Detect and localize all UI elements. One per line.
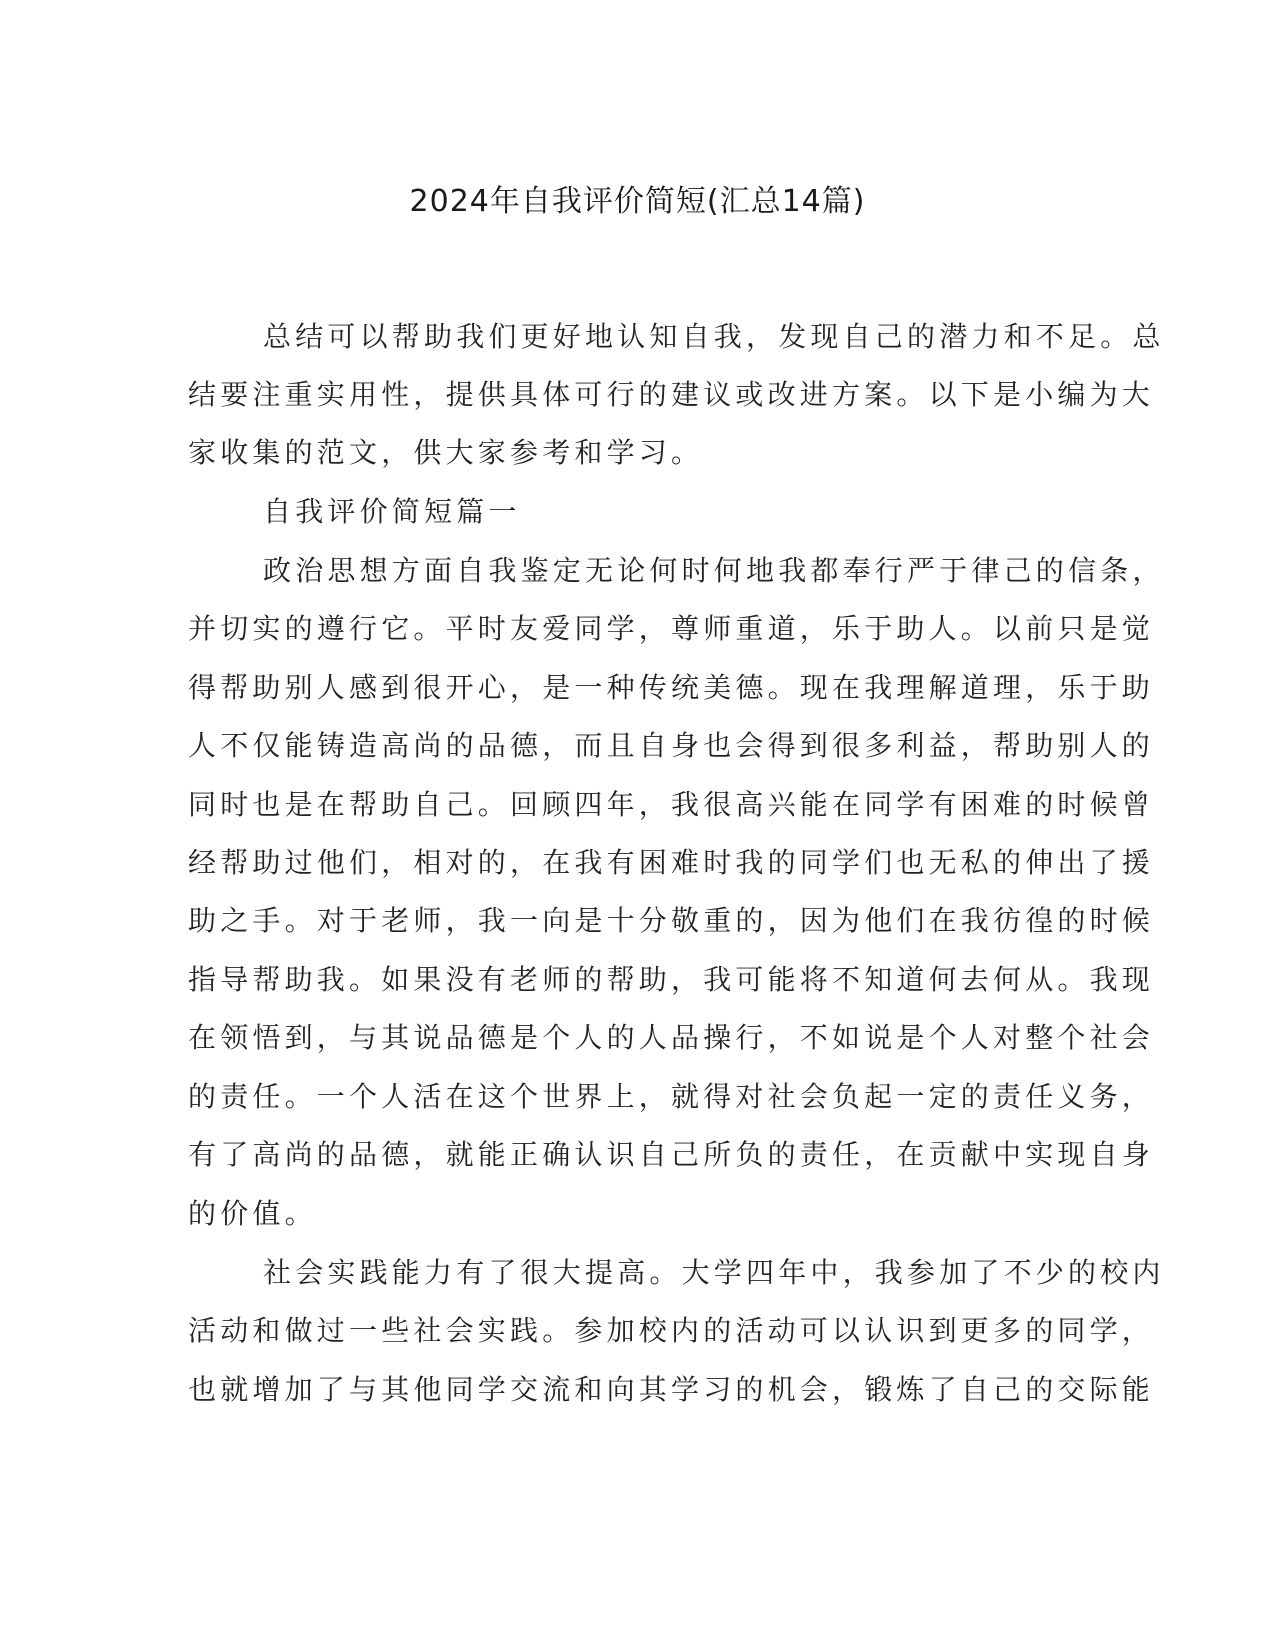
- paragraph-line: 人不仅能铸造高尚的品德，而且自身也会得到很多利益，帮助别人的: [188, 729, 1155, 762]
- paragraph-line: 的责任。一个人活在这个世界上，就得对社会负起一定的责任义务，: [188, 1080, 1155, 1113]
- paragraph-line: 助之手。对于老师，我一向是十分敬重的，因为他们在我彷徨的时候: [188, 904, 1155, 937]
- section-heading: 自我评价简短篇一: [263, 495, 521, 528]
- paragraph-line: 在领悟到，与其说品德是个人的人品操行，不如说是个人对整个社会: [188, 1021, 1155, 1054]
- paragraph-line: 活动和做过一些社会实践。参加校内的活动可以认识到更多的同学，: [188, 1314, 1155, 1347]
- paragraph-line: 指导帮助我。如果没有老师的帮助，我可能将不知道何去何从。我现: [188, 963, 1155, 996]
- paragraph-line: 有了高尚的品德，就能正确认识自己所负的责任，在贡献中实现自身: [188, 1138, 1155, 1171]
- paragraph-line: 社会实践能力有了很大提高。大学四年中，我参加了不少的校内: [263, 1256, 1165, 1289]
- paragraph-line: 得帮助别人感到很开心，是一种传统美德。现在我理解道理，乐于助: [188, 671, 1155, 704]
- document-title: 2024年自我评价简短(汇总14篇): [409, 184, 866, 219]
- paragraph-line: 并切实的遵行它。平时友爱同学，尊师重道，乐于助人。以前只是觉: [188, 612, 1155, 645]
- paragraph-line: 总结可以帮助我们更好地认知自我，发现自己的潜力和不足。总: [263, 320, 1165, 353]
- paragraph-line: 政治思想方面自我鉴定无论何时何地我都奉行严于律己的信条，: [263, 554, 1165, 587]
- paragraph-line: 经帮助过他们，相对的，在我有困难时我的同学们也无私的伸出了援: [188, 846, 1155, 879]
- paragraph-line: 家收集的范文，供大家参考和学习。: [188, 436, 704, 469]
- paragraph-line: 结要注重实用性，提供具体可行的建议或改进方案。以下是小编为大: [188, 378, 1155, 411]
- paragraph-line: 同时也是在帮助自己。回顾四年，我很高兴能在同学有困难的时候曾: [188, 788, 1155, 821]
- paragraph-line: 也就增加了与其他同学交流和向其学习的机会，锻炼了自己的交际能: [188, 1373, 1155, 1406]
- paragraph-line: 的价值。: [188, 1197, 317, 1230]
